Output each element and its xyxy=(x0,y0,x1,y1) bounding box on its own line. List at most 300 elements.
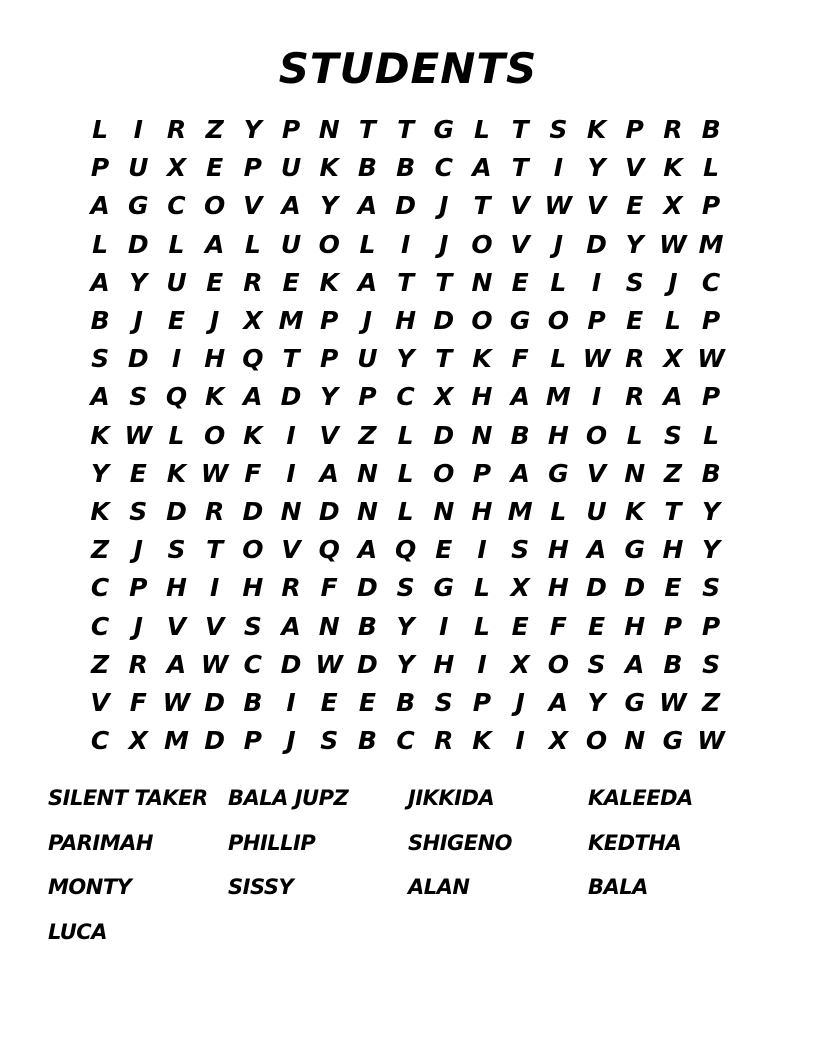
grid-letter: R xyxy=(243,267,263,297)
grid-letter: D xyxy=(433,420,455,450)
grid-letter: D xyxy=(357,573,378,603)
grid-letter: J xyxy=(439,229,449,259)
grid-row xyxy=(81,302,746,340)
grid-row xyxy=(81,569,746,607)
grid-letter: P xyxy=(129,573,148,603)
word-list-item: PARIMAH xyxy=(48,830,153,855)
grid-letter: K xyxy=(90,496,110,526)
grid-letter: V xyxy=(166,611,187,641)
grid-letter: Q xyxy=(394,535,417,565)
grid-letter: L xyxy=(474,573,490,603)
grid-letter: P xyxy=(701,611,721,641)
grid-letter: H xyxy=(433,649,455,679)
grid-letter: L xyxy=(550,496,567,526)
grid-letter: S xyxy=(663,420,682,450)
grid-letter: D xyxy=(127,229,149,259)
grid-letter: C xyxy=(396,382,415,412)
grid-letter: Z xyxy=(702,687,721,717)
grid-letter: O xyxy=(204,420,226,450)
grid-letter: W xyxy=(697,726,725,756)
grid-letter: A xyxy=(90,267,110,297)
grid-letter: T xyxy=(358,115,376,145)
grid-letter: E xyxy=(587,611,606,641)
grid-letter: O xyxy=(318,229,340,259)
grid-letter: P xyxy=(701,382,721,412)
grid-letter: A xyxy=(625,649,645,679)
grid-letter: L xyxy=(244,229,261,259)
word-list-item: JIKKIDA xyxy=(408,786,495,810)
grid-letter: Y xyxy=(587,687,606,717)
grid-letter: B xyxy=(701,458,721,488)
grid-letter: O xyxy=(585,420,608,450)
grid-letter: W xyxy=(315,649,343,679)
word-list-item: BALA xyxy=(588,875,648,899)
grid-letter: E xyxy=(664,573,682,603)
grid-letter: E xyxy=(626,306,644,336)
grid-letter: M xyxy=(507,496,533,526)
grid-letter: L xyxy=(474,115,490,145)
grid-letter: W xyxy=(124,420,153,450)
grid-letter: D xyxy=(280,649,302,679)
grid-letter: A xyxy=(204,229,225,259)
grid-letter: L xyxy=(168,229,185,259)
word-list-item: PHILLIP xyxy=(228,830,316,855)
grid-letter: Y xyxy=(243,115,262,145)
grid-letter: K xyxy=(319,267,339,297)
grid-row xyxy=(81,340,746,378)
grid-letter: W xyxy=(659,229,687,259)
grid-letter: S xyxy=(320,726,339,756)
grid-letter: A xyxy=(510,382,530,412)
grid-letter: T xyxy=(397,115,415,145)
grid-letter: V xyxy=(90,687,110,717)
grid-row xyxy=(81,531,746,569)
grid-row xyxy=(81,722,746,760)
grid-row xyxy=(81,493,746,531)
grid-letter: J xyxy=(210,306,220,336)
word-list-item: LUCA xyxy=(48,919,107,944)
grid-letter: X xyxy=(243,306,263,336)
grid-letter: M xyxy=(545,382,571,412)
grid-letter: F xyxy=(244,458,262,488)
grid-letter: X xyxy=(548,726,568,756)
grid-letter: U xyxy=(280,229,302,259)
grid-letter: C xyxy=(167,191,186,221)
grid-letter: A xyxy=(472,153,492,183)
grid-letter: D xyxy=(280,382,302,412)
grid-letter: I xyxy=(286,420,296,450)
grid-letter: H xyxy=(662,535,684,565)
grid-letter: P xyxy=(625,115,644,145)
grid-letter: L xyxy=(664,306,681,336)
grid-letter: D xyxy=(433,306,455,336)
grid-letter: K xyxy=(204,382,225,412)
grid-row xyxy=(81,684,746,722)
grid-row xyxy=(81,149,746,187)
grid-letter: I xyxy=(515,726,525,756)
letter-grid xyxy=(81,111,746,760)
grid-letter: S xyxy=(396,573,415,603)
grid-letter: C xyxy=(90,573,110,603)
grid-letter: A xyxy=(357,191,378,221)
grid-letter: O xyxy=(547,649,569,679)
grid-letter: J xyxy=(668,267,678,297)
grid-letter: J xyxy=(133,535,143,565)
grid-letter: P xyxy=(243,726,262,756)
grid-letter: F xyxy=(549,611,567,641)
grid-letter: R xyxy=(166,115,187,145)
grid-letter: Y xyxy=(396,611,415,641)
grid-letter: A xyxy=(166,649,187,679)
grid-letter: Y xyxy=(702,496,721,526)
grid-letter: J xyxy=(133,306,143,336)
grid-letter: O xyxy=(204,191,226,221)
grid-letter: S xyxy=(511,535,530,565)
grid-letter: K xyxy=(663,153,683,183)
word-list-item: MONTY xyxy=(48,875,132,899)
grid-letter: H xyxy=(242,573,264,603)
grid-letter: R xyxy=(205,496,225,526)
grid-letter: R xyxy=(625,382,645,412)
grid-letter: K xyxy=(586,115,607,145)
grid-letter: P xyxy=(472,458,492,488)
grid-letter: W xyxy=(659,687,687,717)
grid-letter: I xyxy=(286,687,296,717)
grid-letter: A xyxy=(90,191,110,221)
grid-letter: Y xyxy=(587,153,606,183)
grid-letter: U xyxy=(357,344,378,374)
grid-letter: P xyxy=(472,687,492,717)
grid-letter: T xyxy=(473,191,491,221)
grid-letter: B xyxy=(510,420,530,450)
grid-letter: X xyxy=(128,726,148,756)
grid-letter: Z xyxy=(91,535,110,565)
grid-row xyxy=(81,111,746,149)
grid-letter: J xyxy=(286,726,296,756)
grid-letter: S xyxy=(549,115,568,145)
grid-letter: N xyxy=(280,496,302,526)
grid-letter: N xyxy=(356,458,378,488)
word-list-item: BALA JUPZ xyxy=(228,786,349,810)
grid-letter: P xyxy=(358,382,377,412)
grid-letter: Q xyxy=(242,344,264,374)
grid-letter: H xyxy=(471,382,493,412)
grid-letter: G xyxy=(548,458,569,488)
grid-letter: I xyxy=(591,382,602,412)
grid-letter: V xyxy=(204,611,225,641)
grid-letter: O xyxy=(242,535,264,565)
grid-letter: U xyxy=(166,267,187,297)
grid-letter: W xyxy=(200,458,229,488)
grid-letter: O xyxy=(433,458,455,488)
grid-letter: R xyxy=(625,344,645,374)
grid-row xyxy=(81,646,746,684)
grid-letter: L xyxy=(703,153,720,183)
grid-letter: N xyxy=(356,496,378,526)
grid-letter: S xyxy=(243,611,262,641)
grid-letter: Z xyxy=(205,115,224,145)
page-title: STUDENTS xyxy=(278,44,538,93)
grid-letter: C xyxy=(90,611,110,641)
grid-letter: V xyxy=(625,153,645,183)
grid-letter: A xyxy=(281,191,301,221)
grid-letter: D xyxy=(127,344,149,374)
grid-letter: I xyxy=(591,267,602,297)
grid-letter: I xyxy=(400,229,411,259)
grid-letter: D xyxy=(395,191,416,221)
grid-letter: H xyxy=(624,611,646,641)
grid-letter: I xyxy=(439,611,449,641)
grid-letter: U xyxy=(586,496,607,526)
grid-letter: O xyxy=(585,726,608,756)
grid-letter: S xyxy=(91,344,110,374)
grid-letter: G xyxy=(433,115,455,145)
grid-row xyxy=(81,264,746,302)
grid-letter: A xyxy=(510,458,530,488)
grid-letter: X xyxy=(166,153,187,183)
grid-letter: Z xyxy=(663,458,682,488)
grid-letter: L xyxy=(626,420,643,450)
grid-letter: P xyxy=(281,115,301,145)
grid-letter: N xyxy=(471,267,493,297)
grid-letter: T xyxy=(511,153,529,183)
grid-letter: R xyxy=(434,726,454,756)
grid-letter: Y xyxy=(702,535,721,565)
grid-letter: T xyxy=(664,496,682,526)
grid-letter: T xyxy=(435,344,453,374)
grid-letter: H xyxy=(204,344,226,374)
grid-letter: A xyxy=(357,267,378,297)
grid-letter: E xyxy=(511,267,529,297)
grid-row xyxy=(81,607,746,645)
grid-letter: L xyxy=(359,229,376,259)
grid-letter: B xyxy=(357,153,377,183)
grid-letter: I xyxy=(286,458,296,488)
grid-letter: D xyxy=(204,726,226,756)
word-list xyxy=(48,780,768,958)
grid-letter: L xyxy=(92,115,109,145)
grid-row xyxy=(81,226,746,264)
grid-letter: P xyxy=(587,306,606,336)
grid-letter: J xyxy=(362,306,373,336)
grid-row xyxy=(81,378,746,416)
grid-letter: C xyxy=(90,726,110,756)
grid-letter: C xyxy=(434,153,453,183)
grid-row xyxy=(81,455,746,493)
grid-letter: X xyxy=(510,573,530,603)
grid-letter: R xyxy=(663,115,683,145)
grid-letter: E xyxy=(320,687,338,717)
grid-letter: H xyxy=(166,573,187,603)
grid-letter: B xyxy=(357,726,377,756)
grid-letter: Y xyxy=(396,344,415,374)
grid-letter: D xyxy=(586,229,607,259)
grid-letter: L xyxy=(550,267,567,297)
grid-letter: P xyxy=(320,344,339,374)
grid-letter: B xyxy=(396,687,416,717)
grid-letter: X xyxy=(434,382,454,412)
grid-letter: B xyxy=(663,649,683,679)
grid-letter: O xyxy=(471,306,493,336)
grid-letter: T xyxy=(435,267,453,297)
grid-letter: G xyxy=(128,191,149,221)
grid-letter: N xyxy=(471,420,493,450)
grid-letter: X xyxy=(663,191,683,221)
grid-letter: E xyxy=(206,267,224,297)
grid-letter: P xyxy=(320,306,339,336)
grid-letter: P xyxy=(701,306,721,336)
grid-letter: B xyxy=(243,687,263,717)
grid-letter: E xyxy=(167,306,185,336)
grid-letter: K xyxy=(472,344,492,374)
grid-letter: F xyxy=(320,573,338,603)
grid-letter: M xyxy=(278,306,304,336)
grid-letter: P xyxy=(243,153,262,183)
grid-letter: L xyxy=(168,420,185,450)
grid-letter: I xyxy=(133,115,143,145)
grid-letter: Y xyxy=(91,458,110,488)
grid-letter: A xyxy=(663,382,683,412)
grid-letter: V xyxy=(243,191,263,221)
grid-letter: X xyxy=(663,344,683,374)
grid-letter: Y xyxy=(320,191,339,221)
grid-letter: P xyxy=(663,611,683,641)
grid-row xyxy=(81,417,746,455)
grid-letter: B xyxy=(90,306,110,336)
grid-letter: S xyxy=(167,535,186,565)
grid-letter: U xyxy=(128,153,149,183)
grid-letter: S xyxy=(434,687,453,717)
grid-letter: V xyxy=(586,191,607,221)
grid-letter: J xyxy=(133,611,143,641)
grid-letter: N xyxy=(318,115,340,145)
word-list-item: KEDTHA xyxy=(588,830,682,855)
grid-letter: T xyxy=(282,344,300,374)
grid-letter: L xyxy=(550,344,567,374)
grid-letter: K xyxy=(472,726,492,756)
grid-letter: J xyxy=(439,191,449,221)
grid-letter: I xyxy=(171,344,182,374)
word-list-item: KALEEDA xyxy=(588,786,693,810)
grid-letter: Q xyxy=(318,535,340,565)
word-list-item: SILENT TAKER xyxy=(48,786,208,810)
grid-letter: L xyxy=(703,420,720,450)
grid-letter: Y xyxy=(320,382,339,412)
grid-letter: D xyxy=(318,496,340,526)
grid-letter: E xyxy=(626,191,644,221)
grid-letter: Q xyxy=(165,382,188,412)
grid-letter: V xyxy=(586,458,607,488)
word-list-item: SHIGENO xyxy=(408,830,513,855)
grid-letter: D xyxy=(242,496,264,526)
grid-letter: A xyxy=(243,382,263,412)
grid-letter: C xyxy=(396,726,415,756)
grid-letter: S xyxy=(625,267,644,297)
grid-letter: G xyxy=(662,726,684,756)
grid-letter: W xyxy=(544,191,573,221)
word-list-item: SISSY xyxy=(228,875,294,899)
grid-letter: G xyxy=(624,687,645,717)
grid-letter: D xyxy=(204,687,226,717)
grid-letter: H xyxy=(395,306,417,336)
grid-letter: R xyxy=(128,649,148,679)
grid-letter: T xyxy=(397,267,415,297)
grid-letter: K xyxy=(319,153,339,183)
grid-letter: F xyxy=(129,687,147,717)
grid-letter: G xyxy=(509,306,531,336)
grid-letter: B xyxy=(357,611,377,641)
grid-letter: W xyxy=(162,687,191,717)
grid-letter: T xyxy=(206,535,224,565)
grid-letter: E xyxy=(282,267,300,297)
grid-letter: A xyxy=(90,382,110,412)
grid-letter: Y xyxy=(396,649,415,679)
grid-letter: F xyxy=(511,344,529,374)
grid-letter: A xyxy=(281,611,301,641)
grid-row xyxy=(81,187,746,225)
grid-letter: A xyxy=(548,687,569,717)
grid-letter: E xyxy=(129,458,147,488)
grid-letter: H xyxy=(547,573,569,603)
grid-letter: L xyxy=(92,229,109,259)
grid-letter: B xyxy=(396,153,416,183)
grid-letter: R xyxy=(281,573,301,603)
grid-letter: M xyxy=(698,229,724,259)
grid-letter: K xyxy=(166,458,187,488)
grid-letter: S xyxy=(129,382,148,412)
grid-letter: I xyxy=(210,573,220,603)
grid-letter: P xyxy=(90,153,110,183)
grid-letter: H xyxy=(547,535,569,565)
grid-letter: N xyxy=(624,458,646,488)
grid-letter: M xyxy=(164,726,189,756)
grid-letter: K xyxy=(90,420,110,450)
grid-letter: Y xyxy=(625,229,644,259)
grid-letter: J xyxy=(553,229,563,259)
grid-letter: K xyxy=(243,420,263,450)
grid-letter: A xyxy=(357,535,378,565)
grid-letter: U xyxy=(280,153,302,183)
grid-letter: L xyxy=(397,496,414,526)
grid-letter: S xyxy=(129,496,148,526)
grid-letter: D xyxy=(166,496,187,526)
grid-letter: D xyxy=(586,573,607,603)
grid-letter: T xyxy=(511,115,529,145)
grid-letter: N xyxy=(433,496,455,526)
grid-letter: S xyxy=(702,573,721,603)
grid-letter: C xyxy=(243,649,263,679)
grid-letter: P xyxy=(701,191,721,221)
grid-letter: I xyxy=(477,535,487,565)
grid-letter: D xyxy=(624,573,646,603)
grid-letter: E xyxy=(358,687,376,717)
grid-letter: H xyxy=(471,496,493,526)
grid-letter: H xyxy=(547,420,569,450)
grid-letter: V xyxy=(510,191,530,221)
grid-letter: Y xyxy=(129,267,148,297)
grid-letter: W xyxy=(200,649,229,679)
grid-letter: S xyxy=(702,649,721,679)
grid-letter: L xyxy=(397,420,414,450)
grid-letter: G xyxy=(624,535,645,565)
grid-letter: B xyxy=(701,115,721,145)
grid-letter: L xyxy=(474,611,490,641)
grid-letter: D xyxy=(357,649,378,679)
grid-letter: E xyxy=(511,611,529,641)
grid-letter: I xyxy=(553,153,563,183)
grid-letter: Z xyxy=(91,649,110,679)
grid-letter: V xyxy=(281,535,301,565)
